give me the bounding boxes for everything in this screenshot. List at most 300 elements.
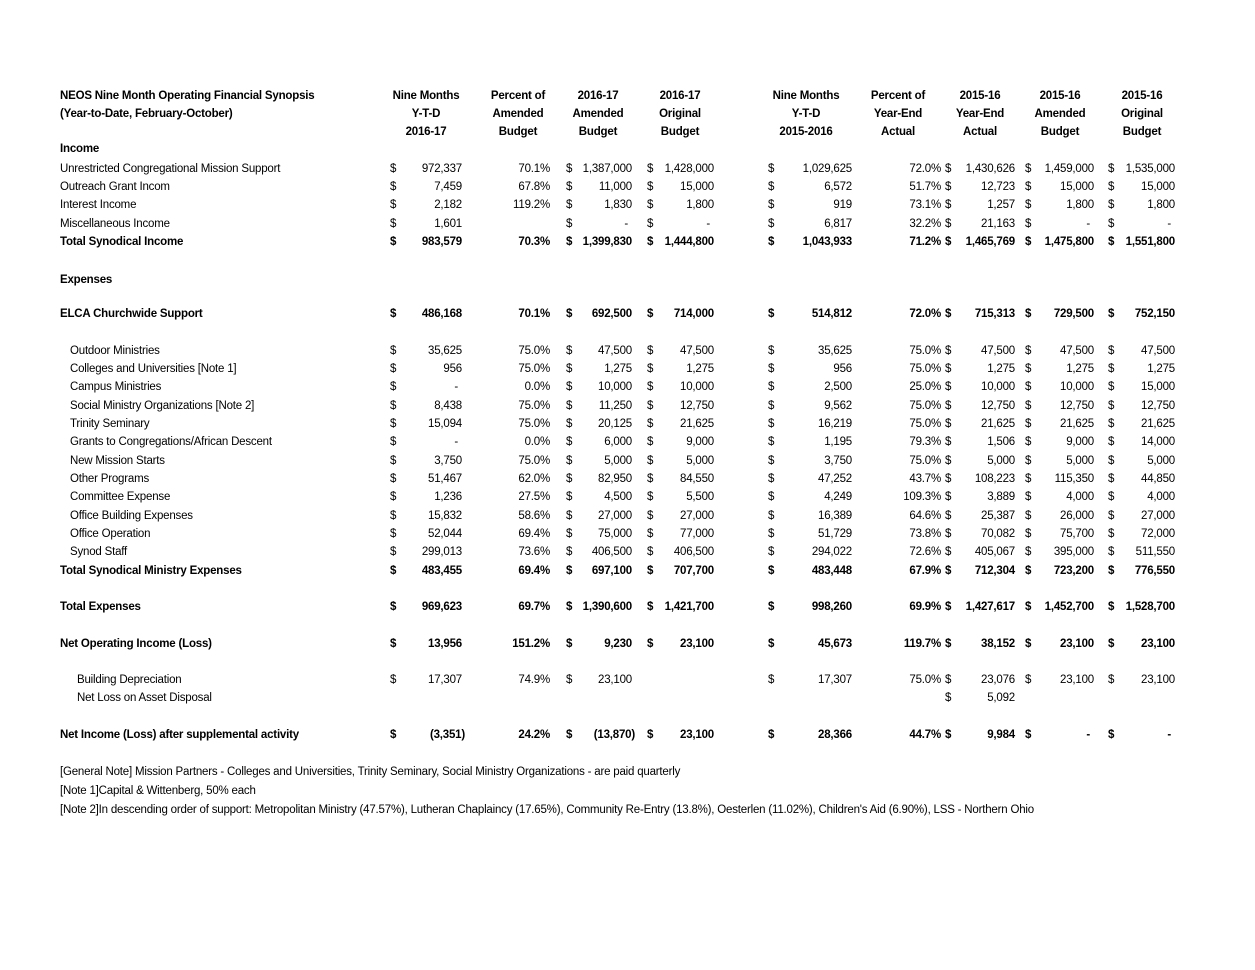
currency-symbol: $ (647, 218, 654, 230)
value-cell: 1,528,700 (1125, 601, 1175, 613)
value-cell: 119.2% (513, 199, 550, 211)
currency-symbol: $ (945, 692, 952, 704)
currency-symbol: $ (945, 510, 952, 522)
value-cell: 6,572 (824, 181, 852, 193)
value-cell: 84,550 (680, 473, 714, 485)
currency-symbol: $ (1108, 218, 1115, 230)
value-cell: 1,506 (987, 436, 1015, 448)
line-item-label: Outdoor Ministries (70, 345, 160, 357)
currency-symbol: $ (390, 345, 397, 357)
column-header-line: Percent of (490, 90, 546, 102)
currency-symbol: $ (1025, 236, 1032, 248)
value-cell: 13,956 (428, 638, 462, 650)
currency-symbol: $ (647, 565, 654, 577)
value-cell: 1,387,000 (582, 163, 632, 175)
currency-symbol: $ (566, 510, 573, 522)
value-cell: 776,550 (1134, 565, 1175, 577)
currency-symbol: $ (1108, 418, 1115, 430)
value-cell: 1,390,600 (582, 601, 632, 613)
currency-symbol: $ (1108, 491, 1115, 503)
value-cell: 45,673 (818, 638, 852, 650)
currency-symbol: $ (390, 363, 397, 375)
value-cell: 5,000 (604, 455, 632, 467)
currency-symbol: $ (390, 199, 397, 211)
currency-symbol: $ (1025, 381, 1032, 393)
currency-symbol: $ (647, 400, 654, 412)
currency-symbol: $ (1025, 163, 1032, 175)
value-cell: 82,950 (598, 473, 632, 485)
currency-symbol: $ (1025, 218, 1032, 230)
line-item-label: Grants to Congregations/African Descent (70, 436, 272, 448)
line-item-label: Building Depreciation (77, 674, 182, 686)
value-cell: 1,475,800 (1044, 236, 1094, 248)
value-cell: 75.0% (909, 363, 941, 375)
currency-symbol: $ (647, 345, 654, 357)
value-cell: 1,465,769 (965, 236, 1015, 248)
value-cell: 25,387 (981, 510, 1015, 522)
currency-symbol: $ (647, 528, 654, 540)
value-cell: 70,082 (981, 528, 1015, 540)
currency-symbol: $ (390, 546, 397, 558)
currency-symbol: $ (647, 418, 654, 430)
value-cell: 69.9% (909, 601, 941, 613)
currency-symbol: $ (768, 729, 775, 741)
currency-symbol: $ (768, 491, 775, 503)
currency-symbol: $ (1108, 674, 1115, 686)
currency-symbol: $ (1025, 400, 1032, 412)
currency-symbol: $ (945, 729, 952, 741)
value-cell: 75,000 (598, 528, 632, 540)
currency-symbol: $ (1108, 363, 1115, 375)
value-cell: 23,100 (1141, 638, 1175, 650)
column-header-line: 2016-17 (577, 90, 619, 102)
value-cell: 27.5% (518, 491, 550, 503)
currency-symbol: $ (1025, 565, 1032, 577)
value-cell: 395,000 (1053, 546, 1094, 558)
currency-symbol: $ (647, 510, 654, 522)
currency-symbol: $ (647, 491, 654, 503)
currency-symbol: $ (1108, 638, 1115, 650)
value-cell: 715,313 (974, 308, 1015, 320)
value-cell: 483,455 (421, 565, 462, 577)
value-cell: 77,000 (680, 528, 714, 540)
value-cell: 38,152 (981, 638, 1015, 650)
line-item-label: Office Operation (70, 528, 151, 540)
column-header-line: 2015-16 (1039, 90, 1081, 102)
currency-symbol: $ (390, 308, 397, 320)
currency-symbol: $ (566, 218, 573, 230)
value-cell: 15,000 (1060, 181, 1094, 193)
currency-symbol: $ (566, 345, 573, 357)
currency-symbol: $ (566, 418, 573, 430)
value-cell: 75.0% (518, 455, 550, 467)
currency-symbol: $ (1025, 528, 1032, 540)
currency-symbol: $ (566, 546, 573, 558)
value-cell: 17,307 (818, 674, 852, 686)
line-item-label: Outreach Grant Incom (60, 181, 170, 193)
currency-symbol: $ (566, 528, 573, 540)
currency-symbol: $ (566, 363, 573, 375)
value-cell: 9,000 (1066, 436, 1094, 448)
line-item-label: Unrestricted Congregational Mission Support (60, 163, 281, 175)
currency-symbol: $ (647, 181, 654, 193)
currency-symbol: $ (1108, 473, 1115, 485)
currency-symbol: $ (768, 528, 775, 540)
currency-symbol: $ (566, 674, 573, 686)
currency-symbol: $ (768, 381, 775, 393)
line-item-label: Other Programs (70, 473, 150, 485)
currency-symbol: $ (390, 400, 397, 412)
currency-symbol: $ (566, 199, 573, 211)
value-cell: 15,832 (428, 510, 462, 522)
currency-symbol: $ (768, 181, 775, 193)
value-cell: 12,750 (981, 400, 1015, 412)
value-cell: 21,625 (981, 418, 1015, 430)
value-cell: 2,182 (434, 199, 462, 211)
currency-symbol: $ (768, 601, 775, 613)
column-header-line: 2015-16 (959, 90, 1001, 102)
value-cell: 10,000 (680, 381, 714, 393)
currency-symbol: $ (768, 199, 775, 211)
currency-symbol: $ (1108, 546, 1115, 558)
currency-symbol: $ (390, 181, 397, 193)
value-cell: 1,275 (604, 363, 632, 375)
value-cell: 2,500 (824, 381, 852, 393)
line-item-label: Committee Expense (70, 491, 171, 503)
column-header-line: 2015-2016 (779, 126, 833, 138)
value-cell: 51.7% (909, 181, 941, 193)
value-cell: 71.2% (909, 236, 941, 248)
value-cell: 109.3% (903, 491, 941, 503)
column-header-line: Y-T-D (411, 108, 441, 120)
currency-symbol: $ (390, 473, 397, 485)
value-cell: 729,500 (1053, 308, 1094, 320)
currency-symbol: $ (1108, 729, 1115, 741)
value-cell: 1,551,800 (1125, 236, 1175, 248)
currency-symbol: $ (1108, 565, 1115, 577)
currency-symbol: $ (566, 436, 573, 448)
currency-symbol: $ (1025, 510, 1032, 522)
value-cell: 1,421,700 (664, 601, 714, 613)
currency-symbol: $ (1108, 199, 1115, 211)
line-item-label: Social Ministry Organizations [Note 2] (70, 400, 255, 412)
value-cell: 1,800 (686, 199, 714, 211)
value-cell: 75.0% (909, 418, 941, 430)
value-cell: 5,000 (987, 455, 1015, 467)
value-cell: 44,850 (1141, 473, 1175, 485)
line-item-label: Net Loss on Asset Disposal (77, 692, 212, 704)
currency-symbol: $ (945, 565, 952, 577)
column-header-line: Budget (1122, 126, 1162, 138)
value-cell: 67.9% (909, 565, 941, 577)
currency-symbol: $ (647, 236, 654, 248)
value-cell: 69.4% (518, 528, 550, 540)
currency-symbol: $ (647, 473, 654, 485)
currency-symbol: $ (390, 381, 397, 393)
currency-symbol: $ (768, 436, 775, 448)
value-cell: 27,000 (598, 510, 632, 522)
value-cell: 972,337 (421, 163, 462, 175)
value-cell: 62.0% (518, 473, 550, 485)
currency-symbol: $ (390, 418, 397, 430)
column-header-line: Budget (660, 126, 700, 138)
currency-symbol: $ (1108, 436, 1115, 448)
value-cell: 75.0% (909, 400, 941, 412)
currency-symbol: $ (1025, 455, 1032, 467)
currency-symbol: $ (1108, 601, 1115, 613)
currency-symbol: $ (945, 181, 952, 193)
currency-symbol: $ (768, 638, 775, 650)
currency-symbol: $ (768, 363, 775, 375)
currency-symbol: $ (390, 163, 397, 175)
value-cell: 1,257 (987, 199, 1015, 211)
value-cell: 23,100 (680, 638, 714, 650)
column-header-line: Amended (492, 108, 544, 120)
value-cell: 406,500 (591, 546, 632, 558)
value-cell: 406,500 (673, 546, 714, 558)
currency-symbol: $ (945, 601, 952, 613)
value-cell: 10,000 (981, 381, 1015, 393)
value-cell: 15,000 (680, 181, 714, 193)
currency-symbol: $ (945, 436, 952, 448)
column-header-line: Amended (1034, 108, 1086, 120)
currency-symbol: $ (1108, 163, 1115, 175)
value-cell: 752,150 (1134, 308, 1175, 320)
value-cell: 1,535,000 (1125, 163, 1175, 175)
value-cell: 5,092 (987, 692, 1015, 704)
value-cell: 70.3% (518, 236, 550, 248)
currency-symbol: $ (1025, 363, 1032, 375)
column-header-line: Percent of (870, 90, 926, 102)
column-header-line: Year-End (873, 108, 923, 120)
value-cell: 47,252 (818, 473, 852, 485)
value-cell: 998,260 (811, 601, 852, 613)
value-cell: - (1167, 729, 1171, 741)
currency-symbol: $ (1108, 455, 1115, 467)
value-cell: 17,307 (428, 674, 462, 686)
value-cell: 25.0% (909, 381, 941, 393)
value-cell: (3,351) (429, 729, 465, 741)
value-cell: 1,800 (1147, 199, 1175, 211)
currency-symbol: $ (945, 674, 952, 686)
currency-symbol: $ (566, 163, 573, 175)
value-cell: 21,625 (1060, 418, 1094, 430)
value-cell: 15,000 (1141, 381, 1175, 393)
value-cell: 723,200 (1053, 565, 1094, 577)
value-cell: 75.0% (909, 345, 941, 357)
column-header-line: Nine Months (392, 90, 460, 102)
value-cell: 712,304 (974, 565, 1015, 577)
column-header-line: 2016-17 (405, 126, 447, 138)
value-cell: 956 (443, 363, 462, 375)
currency-symbol: $ (390, 729, 397, 741)
value-cell: 73.8% (909, 528, 941, 540)
footnote: [General Note] Mission Partners - Colleges and Universities, Trinity Seminary, Social Ministry Organizations - are paid quarterly (60, 766, 681, 778)
currency-symbol: $ (1025, 436, 1032, 448)
value-cell: 10,000 (598, 381, 632, 393)
value-cell: 75.0% (518, 400, 550, 412)
value-cell: - (624, 218, 628, 230)
value-cell: 47,500 (1141, 345, 1175, 357)
currency-symbol: $ (945, 345, 952, 357)
currency-symbol: $ (945, 236, 952, 248)
value-cell: 51,729 (818, 528, 852, 540)
value-cell: 24.2% (518, 729, 550, 741)
currency-symbol: $ (768, 236, 775, 248)
value-cell: 4,000 (1147, 491, 1175, 503)
value-cell: 5,000 (1147, 455, 1175, 467)
line-item-label: Colleges and Universities [Note 1] (70, 363, 237, 375)
value-cell: 47,500 (981, 345, 1015, 357)
currency-symbol: $ (1108, 345, 1115, 357)
value-cell: 405,067 (974, 546, 1015, 558)
value-cell: 299,013 (421, 546, 462, 558)
currency-symbol: $ (945, 546, 952, 558)
value-cell: 1,275 (987, 363, 1015, 375)
currency-symbol: $ (1025, 418, 1032, 430)
currency-symbol: $ (1108, 308, 1115, 320)
value-cell: - (454, 381, 458, 393)
currency-symbol: $ (1025, 638, 1032, 650)
value-cell: 47,500 (680, 345, 714, 357)
value-cell: 75,700 (1060, 528, 1094, 540)
currency-symbol: $ (945, 163, 952, 175)
value-cell: 21,163 (981, 218, 1015, 230)
currency-symbol: $ (647, 363, 654, 375)
currency-symbol: $ (1025, 345, 1032, 357)
currency-symbol: $ (647, 436, 654, 448)
currency-symbol: $ (566, 400, 573, 412)
currency-symbol: $ (647, 163, 654, 175)
report-title-line: NEOS Nine Month Operating Financial Synopsis (60, 90, 315, 102)
value-cell: 75.0% (518, 418, 550, 430)
currency-symbol: $ (945, 455, 952, 467)
currency-symbol: $ (647, 546, 654, 558)
value-cell: 47,500 (598, 345, 632, 357)
value-cell: 75.0% (518, 363, 550, 375)
value-cell: 35,625 (428, 345, 462, 357)
value-cell: 9,000 (686, 436, 714, 448)
total-row-label: Total Expenses (60, 601, 141, 613)
currency-symbol: $ (390, 674, 397, 686)
currency-symbol: $ (390, 528, 397, 540)
currency-symbol: $ (1025, 729, 1032, 741)
value-cell: 72.6% (909, 546, 941, 558)
column-header-line: Actual (881, 126, 915, 138)
value-cell: 69.7% (518, 601, 550, 613)
currency-symbol: $ (390, 491, 397, 503)
value-cell: 23,100 (1060, 674, 1094, 686)
value-cell: 72.0% (909, 163, 941, 175)
currency-symbol: $ (1108, 400, 1115, 412)
currency-symbol: $ (566, 181, 573, 193)
currency-symbol: $ (768, 546, 775, 558)
currency-symbol: $ (768, 455, 775, 467)
value-cell: 707,700 (673, 565, 714, 577)
value-cell: 5,000 (686, 455, 714, 467)
value-cell: 11,250 (598, 400, 632, 412)
currency-symbol: $ (945, 363, 952, 375)
currency-symbol: $ (1025, 473, 1032, 485)
line-item-label: Interest Income (60, 199, 137, 211)
total-row-label: Net Income (Loss) after supplemental activity (60, 729, 299, 741)
value-cell: - (1086, 218, 1090, 230)
value-cell: 27,000 (1141, 510, 1175, 522)
total-row-label: ELCA Churchwide Support (60, 308, 203, 320)
value-cell: 23,076 (981, 674, 1015, 686)
value-cell: 11,000 (598, 181, 632, 193)
value-cell: - (1167, 218, 1171, 230)
currency-symbol: $ (390, 638, 397, 650)
currency-symbol: $ (390, 510, 397, 522)
currency-symbol: $ (647, 308, 654, 320)
currency-symbol: $ (945, 218, 952, 230)
currency-symbol: $ (945, 418, 952, 430)
value-cell: 70.1% (518, 163, 550, 175)
column-header-line: Budget (578, 126, 618, 138)
value-cell: 1,275 (1066, 363, 1094, 375)
footnote: [Note 2]In descending order of support: Metropolitan Ministry (47.57%), Lutheran Chaplaincy (17.65%), Community Re-Entry (13.8%), Oesterlen (11.02%), Children's Aid (6.90%), LSS - Northern Ohio (60, 804, 1034, 816)
currency-symbol: $ (768, 418, 775, 430)
currency-symbol: $ (566, 473, 573, 485)
value-cell: 75.0% (909, 674, 941, 686)
value-cell: 1,459,000 (1044, 163, 1094, 175)
line-item-label: Campus Ministries (70, 381, 162, 393)
value-cell: 35,625 (818, 345, 852, 357)
currency-symbol: $ (1025, 181, 1032, 193)
value-cell: 0.0% (524, 381, 550, 393)
currency-symbol: $ (1025, 601, 1032, 613)
value-cell: 6,000 (604, 436, 632, 448)
currency-symbol: $ (1025, 199, 1032, 211)
value-cell: 12,750 (1141, 400, 1175, 412)
value-cell: 73.6% (518, 546, 550, 558)
currency-symbol: $ (566, 236, 573, 248)
value-cell: 69.4% (518, 565, 550, 577)
value-cell: 32.2% (909, 218, 941, 230)
value-cell: 956 (833, 363, 852, 375)
total-row-label: Total Synodical Ministry Expenses (60, 565, 242, 577)
value-cell: 969,623 (421, 601, 462, 613)
value-cell: 1,195 (824, 436, 852, 448)
currency-symbol: $ (647, 729, 654, 741)
value-cell: 108,223 (974, 473, 1015, 485)
currency-symbol: $ (1108, 528, 1115, 540)
value-cell: - (454, 436, 458, 448)
value-cell: 16,389 (818, 510, 852, 522)
value-cell: 919 (833, 199, 852, 211)
line-item-label: Office Building Expenses (70, 510, 193, 522)
currency-symbol: $ (390, 455, 397, 467)
column-header-line: Budget (498, 126, 538, 138)
value-cell: 119.7% (903, 638, 941, 650)
currency-symbol: $ (647, 381, 654, 393)
currency-symbol: $ (647, 199, 654, 211)
currency-symbol: $ (566, 308, 573, 320)
column-header-line: 2016-17 (659, 90, 701, 102)
value-cell: 15,000 (1141, 181, 1175, 193)
currency-symbol: $ (768, 674, 775, 686)
value-cell: - (1086, 729, 1090, 741)
value-cell: - (706, 218, 710, 230)
currency-symbol: $ (768, 345, 775, 357)
currency-symbol: $ (1108, 381, 1115, 393)
currency-symbol: $ (945, 381, 952, 393)
value-cell: 294,022 (811, 546, 852, 558)
value-cell: 23,100 (598, 674, 632, 686)
value-cell: 983,579 (421, 236, 462, 248)
currency-symbol: $ (945, 638, 952, 650)
